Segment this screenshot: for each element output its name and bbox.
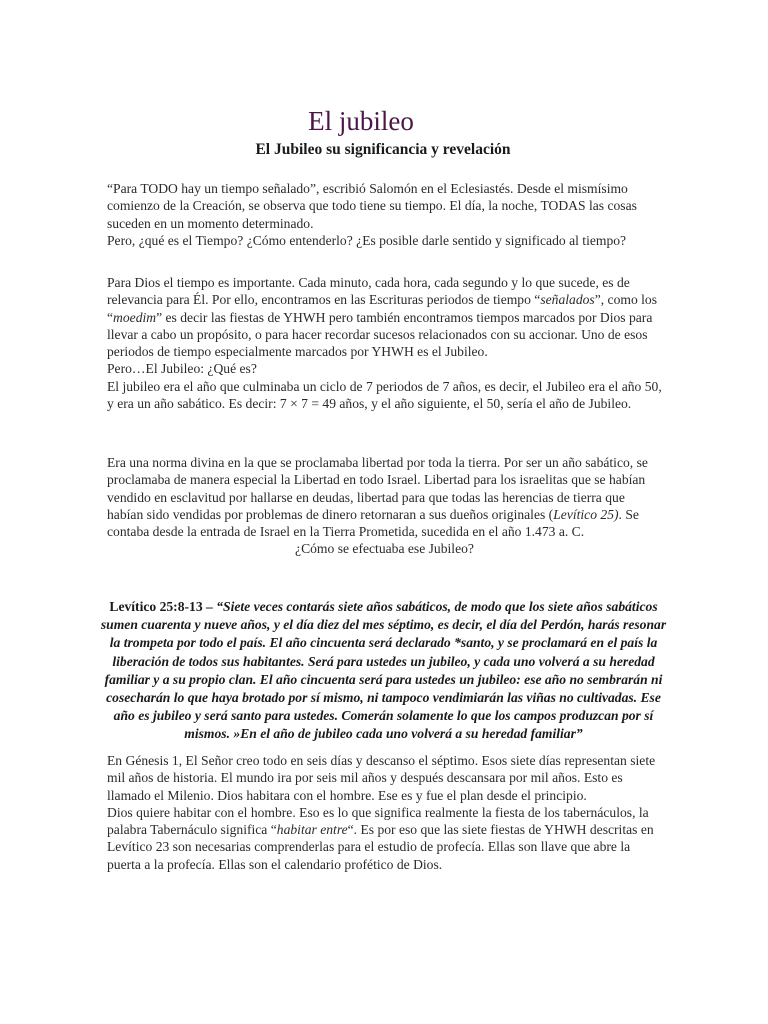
- italic-term-senalados: señalados: [540, 292, 595, 308]
- quote-reference: Levítico 25:8-13 –: [109, 599, 217, 614]
- jubilee-definition: El jubileo era el año que culminaba un ciclo de 7 periodos de 7 años, es decir, el Jubileo era el año 50, y era un año sabático. Es decir: 7 × 7 = 49 años, y el año siguiente, el 50, sería el año de Jubileo.: [107, 378, 662, 412]
- time-section: [107, 274, 662, 412]
- italic-term-moedim: moedim: [113, 309, 157, 325]
- time-paragraph-1: [107, 274, 662, 360]
- how-question: ¿Cómo se efectuaba ese Jubileo?: [295, 541, 474, 557]
- genesis-paragraph: En Génesis 1, El Señor creo todo en seis días y descanso el séptimo. Esos siete días representan siete mil años de historia. El mundo ira por seis mil años y después descansara por mil años. Esto es llamado el Milenio. Dios habitara con el hombre. Ese es y fue el plan desde el principio.: [107, 753, 656, 803]
- scripture-quote: [100, 598, 667, 744]
- text-run: Era una norma divina en la que se proclamaba libertad por toda la tierra. Por ser un año sabático, se proclamaba de manera especial la Libertad en todo Israel. Libertad para los israelitas que se habían vendido en esclavitud por hallarse en deudas, libertad para que todas las herencias de tierra que habían sido vendidas por problemas de dinero retornaran a sus dueños originales (: [107, 455, 648, 522]
- text-run: “. Es por eso que las siete fiestas de YHWH descritas en Levítico 23 son necesarias comprenderlas para el estudio de profecía. Ellas son llave que abre la puerta a la profecía. Ellas son el calendario profético de Dios.: [107, 822, 654, 872]
- text-run: . Se contaba desde la entrada de Israel en la Tierra Prometida, sucedida en el año 1.473 a. C.: [107, 506, 639, 540]
- freedom-section: [107, 454, 662, 558]
- tabernacle-paragraph: [107, 804, 662, 873]
- page-title: El jubileo: [308, 106, 414, 136]
- text-run: ” es decir las fiestas de YHWH pero también encontramos tiempos marcados por Dios para llevar a cabo un propósito, o para hacer recordar sucesos relacionados con su accionar. Uno de esos periodos de tiempo especialmente marcados por YHWH es el Jubileo.: [107, 309, 653, 360]
- genesis-section: [107, 752, 662, 873]
- jubilee-question: Pero…El Jubileo: ¿Qué es?: [107, 361, 257, 377]
- freedom-paragraph: [107, 454, 662, 540]
- text-run: Dios quiere habitar con el hombre. Eso es lo que significa realmente la fiesta de los tabernáculos, la palabra Tabernáculo significa “: [107, 804, 649, 838]
- text-run: ”, como los “: [107, 292, 658, 325]
- page-subtitle: El Jubileo su significancia y revelación: [255, 141, 511, 158]
- intro-paragraph-2: Pero, ¿qué es el Tiempo? ¿Cómo entenderlo? ¿Es posible darle sentido y significado al tiempo?: [107, 232, 627, 248]
- italic-reference-levitico: Levítico 25): [553, 506, 619, 522]
- text-run: Para Dios el tiempo es importante. Cada minuto, cada hora, cada segundo y lo que sucede, es de relevancia para Él. Por ello, encontramos en las Escrituras periodos de tiempo “: [107, 275, 630, 308]
- quote-text: “Siete veces contarás siete años sabáticos, de modo que los siete años sabáticos sumen cuarenta y nueve años, y el día diez del mes séptimo, es decir, el día del Perdón, harás resonar la trompeta por todo el país. El año cincuenta será declarado *santo, y se proclamará en el país la liberación de todos sus habitantes. Será para ustedes un jubileo, y cada uno volverá a su heredad familiar y a su propio clan. El año cincuenta será para ustedes un jubileo: ese año no sembrarán ni cosecharán lo que haya brotado por sí mismo, ni tampoco vendimiarán las viñas no cultivadas. Ese año es jubileo y será santo para ustedes. Comerán solamente lo que los campos produzcan por sí mismos. »En el año de jubileo cada uno volverá a su heredad familiar”: [100, 599, 667, 742]
- italic-term-habitar-entre: habitar entre: [276, 822, 348, 838]
- intro-section: [107, 180, 662, 249]
- intro-paragraph-1: “Para TODO hay un tiempo señalado”, escribió Salomón en el Eclesiastés. Desde el mismísimo comienzo de la Creación, se observa que todo tiene su tiempo. El día, la noche, TODAS las cosas suceden en un momento determinado.: [107, 181, 637, 231]
